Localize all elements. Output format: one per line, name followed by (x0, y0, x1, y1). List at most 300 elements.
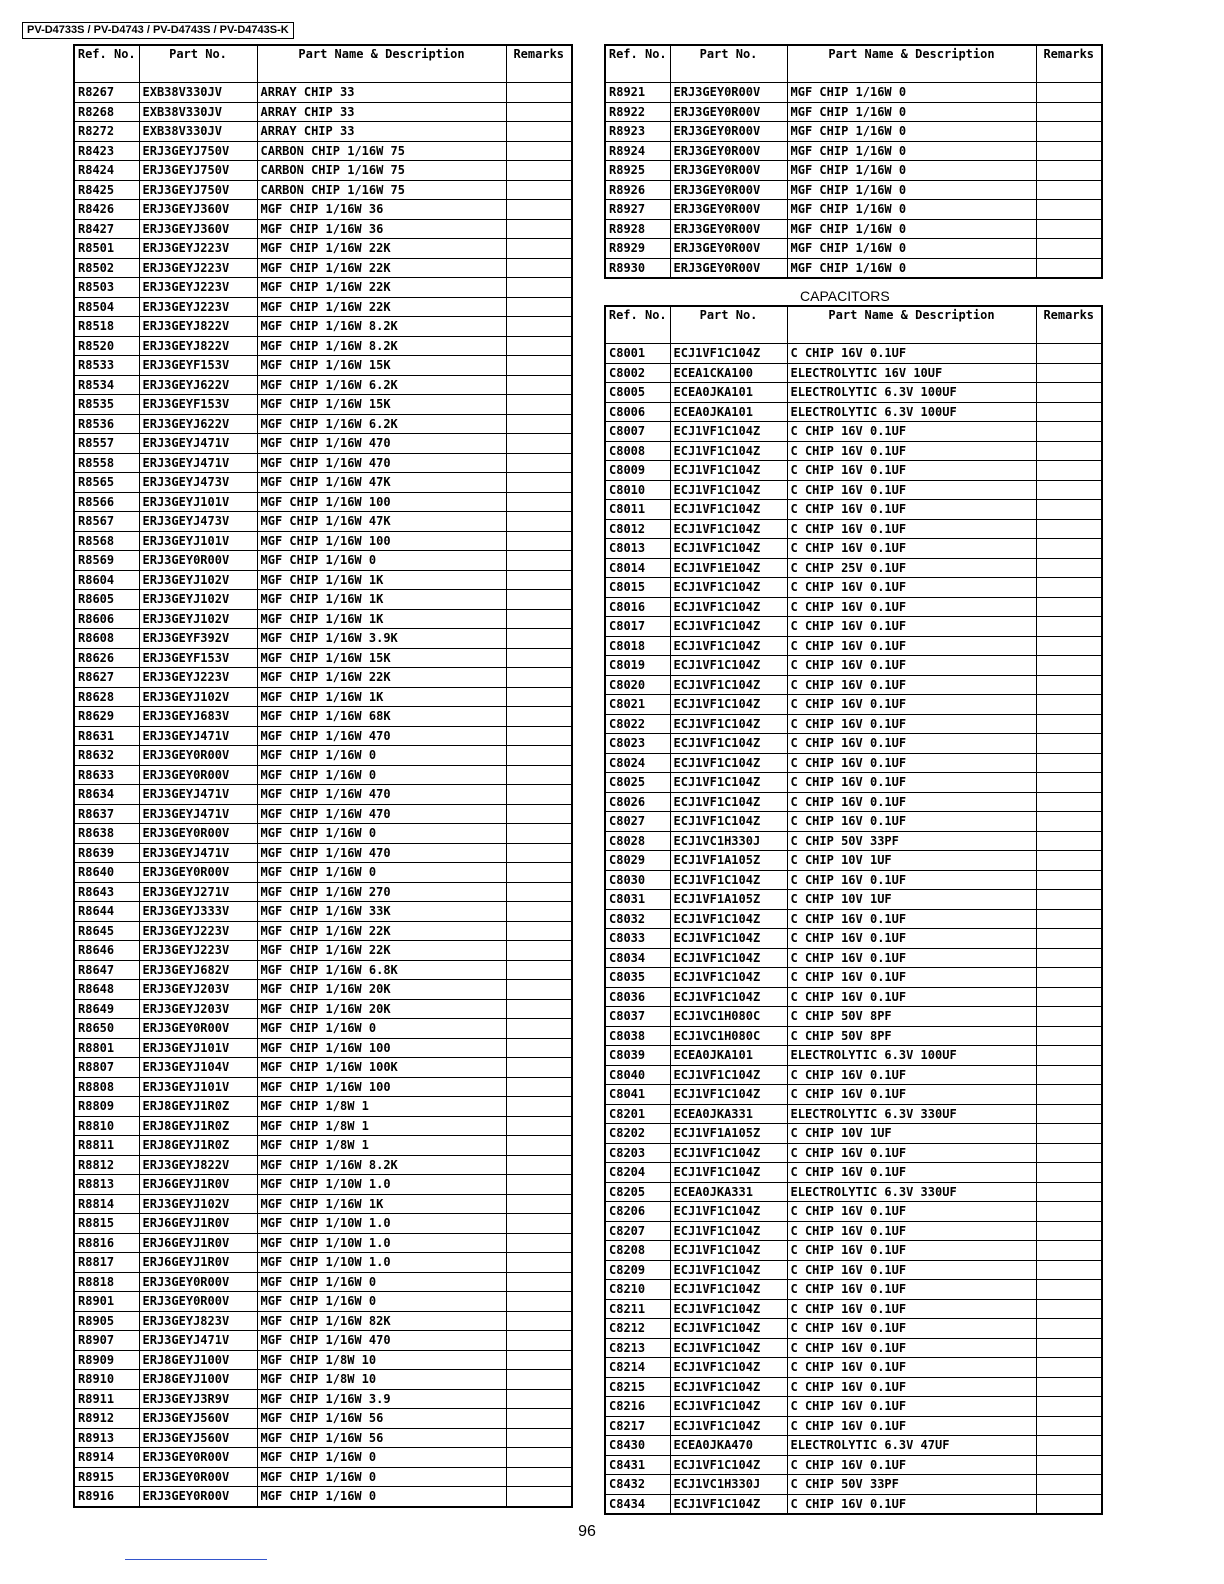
table-row (605, 831, 1102, 851)
part-no-cell: ERJ3GEYJ271V (139, 882, 257, 902)
header-description: Part Name & Description (787, 45, 1036, 83)
ref-cell: R8427 (74, 219, 139, 239)
part-no-cell: ECJ1VF1A105Z (670, 890, 787, 910)
header-remarks: Remarks (506, 45, 572, 83)
description-cell: C CHIP 16V 0.1UF (787, 597, 1036, 617)
part-no-cell: ERJ3GEYJ683V (139, 707, 257, 727)
table-row (74, 1448, 572, 1468)
description-cell: MGF CHIP 1/16W 36 (257, 200, 506, 220)
table-row (605, 1494, 1102, 1514)
remarks-cell (506, 1389, 572, 1409)
description-cell: C CHIP 16V 0.1UF (787, 1494, 1036, 1514)
description-cell: MGF CHIP 1/16W 100K (257, 1058, 506, 1078)
ref-cell: R8504 (74, 297, 139, 317)
ref-cell: C8033 (605, 929, 670, 949)
remarks-cell (1036, 909, 1102, 929)
ref-cell: R8568 (74, 531, 139, 551)
remarks-cell (506, 83, 572, 103)
remarks-cell (506, 687, 572, 707)
table-row (74, 590, 572, 610)
part-no-cell: ECJ1VF1C104Z (670, 1085, 787, 1105)
table-row (74, 1467, 572, 1487)
ref-cell: C8207 (605, 1221, 670, 1241)
ref-cell: R8626 (74, 648, 139, 668)
ref-cell: R8535 (74, 395, 139, 415)
table-row (605, 909, 1102, 929)
table-row (74, 1136, 572, 1156)
part-no-cell: ECJ1VF1C104Z (670, 1319, 787, 1339)
remarks-cell (1036, 422, 1102, 442)
remarks-cell (1036, 695, 1102, 715)
part-no-cell: ERJ3GEYJ223V (139, 239, 257, 259)
part-no-cell: ERJ8GEYJ1R0Z (139, 1136, 257, 1156)
ref-cell: R8923 (605, 122, 670, 142)
ref-cell: C8202 (605, 1124, 670, 1144)
description-cell: MGF CHIP 1/16W 20K (257, 999, 506, 1019)
part-no-cell: ECJ1VF1C104Z (670, 1377, 787, 1397)
table-row (74, 1175, 572, 1195)
remarks-cell (506, 1350, 572, 1370)
description-cell: MGF CHIP 1/16W 270 (257, 882, 506, 902)
ref-cell: R8922 (605, 102, 670, 122)
part-no-cell: ERJ3GEY0R00V (139, 1292, 257, 1312)
ref-cell: R8627 (74, 668, 139, 688)
part-no-cell: ERJ3GEYJ560V (139, 1428, 257, 1448)
part-no-cell: ERJ3GEYF153V (139, 648, 257, 668)
ref-cell: C8430 (605, 1436, 670, 1456)
table-row (605, 578, 1102, 598)
part-no-cell: ECJ1VF1C104Z (670, 480, 787, 500)
part-no-cell: ECJ1VF1C104Z (670, 617, 787, 637)
table-row (74, 122, 572, 142)
part-no-cell: ERJ3GEYJ822V (139, 317, 257, 337)
remarks-cell (1036, 656, 1102, 676)
remarks-cell (506, 1233, 572, 1253)
ref-cell: R8930 (605, 258, 670, 278)
part-no-cell: ECJ1VF1C104Z (670, 422, 787, 442)
part-no-cell: ERJ3GEY0R00V (139, 1487, 257, 1507)
description-cell: MGF CHIP 1/16W 470 (257, 453, 506, 473)
part-no-cell: ECJ1VF1C104Z (670, 714, 787, 734)
table-row (74, 1038, 572, 1058)
remarks-cell (506, 1116, 572, 1136)
part-no-cell: ECJ1VF1C104Z (670, 500, 787, 520)
remarks-cell (506, 668, 572, 688)
description-cell: C CHIP 16V 0.1UF (787, 1319, 1036, 1339)
ref-cell: R8565 (74, 473, 139, 493)
ref-cell: C8037 (605, 1007, 670, 1027)
description-cell: MGF CHIP 1/8W 1 (257, 1116, 506, 1136)
remarks-cell (1036, 812, 1102, 832)
table-row (74, 980, 572, 1000)
description-cell: MGF CHIP 1/16W 0 (787, 122, 1036, 142)
remarks-cell (1036, 1085, 1102, 1105)
ref-cell: C8213 (605, 1338, 670, 1358)
remarks-cell (1036, 239, 1102, 259)
table-row (74, 1292, 572, 1312)
part-no-cell: ECJ1VF1C104Z (670, 870, 787, 890)
ref-cell: R8569 (74, 551, 139, 571)
description-cell: MGF CHIP 1/10W 1.0 (257, 1253, 506, 1273)
table-row (74, 1428, 572, 1448)
part-no-cell: ERJ3GEY0R00V (670, 219, 787, 239)
ref-cell: R8567 (74, 512, 139, 532)
remarks-cell (1036, 968, 1102, 988)
part-no-cell: ECEA0JKA470 (670, 1436, 787, 1456)
ref-cell: R8915 (74, 1467, 139, 1487)
remarks-cell (1036, 402, 1102, 422)
remarks-cell (1036, 1280, 1102, 1300)
table-row (74, 258, 572, 278)
description-cell: MGF CHIP 1/16W 100 (257, 492, 506, 512)
part-no-cell: ERJ3GEYJ223V (139, 258, 257, 278)
remarks-cell (506, 1194, 572, 1214)
part-no-cell: ERJ3GEYF392V (139, 629, 257, 649)
ref-cell: R8533 (74, 356, 139, 376)
part-no-cell: ECJ1VF1C104Z (670, 987, 787, 1007)
ref-cell: C8031 (605, 890, 670, 910)
table-row (74, 609, 572, 629)
table-row (605, 1065, 1102, 1085)
table-row (605, 1046, 1102, 1066)
ref-cell: R8905 (74, 1311, 139, 1331)
ref-cell: R8911 (74, 1389, 139, 1409)
ref-cell: C8011 (605, 500, 670, 520)
table-row (605, 558, 1102, 578)
ref-cell: R8901 (74, 1292, 139, 1312)
part-no-cell: ECJ1VF1C104Z (670, 1241, 787, 1261)
description-cell: MGF CHIP 1/16W 100 (257, 1038, 506, 1058)
table-row (605, 1416, 1102, 1436)
table-row (74, 882, 572, 902)
description-cell: C CHIP 16V 0.1UF (787, 1065, 1036, 1085)
ref-cell: R8605 (74, 590, 139, 610)
remarks-cell (1036, 141, 1102, 161)
table-row (74, 824, 572, 844)
description-cell: MGF CHIP 1/16W 0 (257, 765, 506, 785)
table-row (605, 402, 1102, 422)
table-row (605, 1475, 1102, 1495)
ref-cell: C8018 (605, 636, 670, 656)
table-row (74, 999, 572, 1019)
remarks-cell (1036, 578, 1102, 598)
remarks-cell (506, 570, 572, 590)
description-cell: MGF CHIP 1/16W 8.2K (257, 317, 506, 337)
table-row (74, 648, 572, 668)
part-no-cell: ERJ3GEYJ102V (139, 590, 257, 610)
ref-cell: R8643 (74, 882, 139, 902)
ref-cell: C8001 (605, 344, 670, 364)
table-row (74, 746, 572, 766)
ref-cell: R8647 (74, 960, 139, 980)
description-cell: C CHIP 16V 0.1UF (787, 1163, 1036, 1183)
remarks-cell (1036, 1182, 1102, 1202)
ref-cell: R8425 (74, 180, 139, 200)
part-no-cell: ECEA0JKA331 (670, 1104, 787, 1124)
ref-cell: C8034 (605, 948, 670, 968)
remarks-cell (1036, 890, 1102, 910)
part-no-cell: ECJ1VF1C104Z (670, 948, 787, 968)
ref-cell: R8423 (74, 141, 139, 161)
description-cell: MGF CHIP 1/16W 22K (257, 941, 506, 961)
remarks-cell (1036, 1494, 1102, 1514)
description-cell: C CHIP 16V 0.1UF (787, 461, 1036, 481)
remarks-cell (506, 980, 572, 1000)
part-no-cell: ERJ6GEYJ1R0V (139, 1233, 257, 1253)
description-cell: C CHIP 16V 0.1UF (787, 1416, 1036, 1436)
table-row (605, 597, 1102, 617)
description-cell: C CHIP 16V 0.1UF (787, 1221, 1036, 1241)
ref-cell: R8811 (74, 1136, 139, 1156)
remarks-cell (506, 122, 572, 142)
ref-cell: C8431 (605, 1455, 670, 1475)
remarks-cell (506, 414, 572, 434)
remarks-cell (506, 219, 572, 239)
table-row (605, 500, 1102, 520)
table-row (605, 1319, 1102, 1339)
part-no-cell: EXB38V330JV (139, 122, 257, 142)
description-cell: C CHIP 10V 1UF (787, 851, 1036, 871)
part-no-cell: ERJ3GEYJ223V (139, 297, 257, 317)
table-row (74, 1389, 572, 1409)
remarks-cell (1036, 831, 1102, 851)
part-no-cell: ERJ3GEY0R00V (670, 200, 787, 220)
table-row (74, 941, 572, 961)
ref-cell: R8424 (74, 161, 139, 181)
table-row (605, 219, 1102, 239)
description-cell: C CHIP 50V 8PF (787, 1026, 1036, 1046)
description-cell: C CHIP 16V 0.1UF (787, 422, 1036, 442)
part-no-cell: ERJ3GEYJ471V (139, 785, 257, 805)
remarks-cell (506, 609, 572, 629)
remarks-cell (1036, 1299, 1102, 1319)
part-no-cell: ERJ3GEYJ560V (139, 1409, 257, 1429)
table-row (74, 1097, 572, 1117)
header-part-no: Part No. (670, 306, 787, 344)
description-cell: ELECTROLYTIC 6.3V 47UF (787, 1436, 1036, 1456)
remarks-cell (506, 1175, 572, 1195)
description-cell: C CHIP 16V 0.1UF (787, 1085, 1036, 1105)
remarks-cell (506, 1292, 572, 1312)
description-cell: MGF CHIP 1/16W 0 (257, 551, 506, 571)
model-title: PV-D4733S / PV-D4743 / PV-D4743S / PV-D4743S-K (22, 22, 294, 39)
ref-cell: C8025 (605, 773, 670, 793)
ref-cell: C8002 (605, 363, 670, 383)
description-cell: MGF CHIP 1/16W 470 (257, 726, 506, 746)
description-cell: MGF CHIP 1/16W 3.9 (257, 1389, 506, 1409)
remarks-cell (506, 590, 572, 610)
remarks-cell (1036, 1358, 1102, 1378)
description-cell: MGF CHIP 1/16W 0 (257, 1448, 506, 1468)
part-no-cell: ECJ1VF1C104Z (670, 636, 787, 656)
ref-cell: R8518 (74, 317, 139, 337)
part-no-cell: ERJ3GEY0R00V (670, 239, 787, 259)
part-no-cell: ERJ3GEY0R00V (670, 122, 787, 142)
description-cell: MGF CHIP 1/16W 0 (787, 180, 1036, 200)
table-row (74, 453, 572, 473)
table-row (74, 492, 572, 512)
part-no-cell: ERJ3GEY0R00V (139, 746, 257, 766)
remarks-cell (1036, 1143, 1102, 1163)
table-row (74, 278, 572, 298)
table-row (74, 785, 572, 805)
table-row (74, 804, 572, 824)
table-row (605, 480, 1102, 500)
remarks-cell (506, 1077, 572, 1097)
header-ref: Ref. No. (74, 45, 139, 83)
ref-cell: C8434 (605, 1494, 670, 1514)
part-no-cell: ECJ1VF1C104Z (670, 441, 787, 461)
resistor-table-right (604, 44, 1103, 279)
part-no-cell: ECEA0JKA101 (670, 1046, 787, 1066)
ref-cell: R8637 (74, 804, 139, 824)
part-no-cell: ERJ3GEYJ203V (139, 999, 257, 1019)
header-remarks: Remarks (1036, 306, 1102, 344)
description-cell: C CHIP 16V 0.1UF (787, 792, 1036, 812)
table-row (605, 161, 1102, 181)
remarks-cell (1036, 792, 1102, 812)
remarks-cell (506, 512, 572, 532)
description-cell: C CHIP 16V 0.1UF (787, 675, 1036, 695)
part-no-cell: ECJ1VF1C104Z (670, 675, 787, 695)
remarks-cell (506, 902, 572, 922)
table-row (74, 843, 572, 863)
description-cell: CARBON CHIP 1/16W 75 (257, 180, 506, 200)
ref-cell: C8432 (605, 1475, 670, 1495)
remarks-cell (506, 297, 572, 317)
part-no-cell: ERJ3GEYJ223V (139, 941, 257, 961)
table-row (605, 239, 1102, 259)
remarks-cell (506, 453, 572, 473)
description-cell: MGF CHIP 1/10W 1.0 (257, 1214, 506, 1234)
ref-cell: R8629 (74, 707, 139, 727)
remarks-cell (1036, 753, 1102, 773)
remarks-cell (1036, 636, 1102, 656)
description-cell: C CHIP 16V 0.1UF (787, 519, 1036, 539)
remarks-cell (506, 1331, 572, 1351)
header-description: Part Name & Description (787, 306, 1036, 344)
remarks-cell (1036, 1104, 1102, 1124)
part-no-cell: ERJ3GEYF153V (139, 356, 257, 376)
part-no-cell: ERJ3GEY0R00V (670, 161, 787, 181)
remarks-cell (1036, 1260, 1102, 1280)
part-no-cell: ERJ3GEY0R00V (670, 102, 787, 122)
description-cell: MGF CHIP 1/16W 0 (257, 1019, 506, 1039)
ref-cell: C8024 (605, 753, 670, 773)
table-row (605, 987, 1102, 1007)
part-no-cell: ERJ3GEYJ471V (139, 1331, 257, 1351)
ref-cell: R8924 (605, 141, 670, 161)
table-row (74, 1214, 572, 1234)
table-row (74, 239, 572, 259)
remarks-cell (506, 1097, 572, 1117)
part-no-cell: ERJ3GEY0R00V (670, 141, 787, 161)
part-no-cell: ECJ1VF1C104Z (670, 1280, 787, 1300)
description-cell: MGF CHIP 1/16W 0 (257, 863, 506, 883)
part-no-cell: ECJ1VF1C104Z (670, 597, 787, 617)
table-row (605, 948, 1102, 968)
table-row (74, 219, 572, 239)
table-row (605, 519, 1102, 539)
table-row (605, 344, 1102, 364)
table-row (605, 1007, 1102, 1027)
remarks-cell (506, 161, 572, 181)
ref-cell: C8039 (605, 1046, 670, 1066)
table-row (605, 812, 1102, 832)
table-row (74, 707, 572, 727)
part-no-cell: ERJ3GEYJ102V (139, 570, 257, 590)
remarks-cell (1036, 383, 1102, 403)
table-row (74, 141, 572, 161)
table-row (74, 375, 572, 395)
remarks-cell (1036, 987, 1102, 1007)
table-row (605, 1260, 1102, 1280)
part-no-cell: ECJ1VF1C104Z (670, 461, 787, 481)
part-no-cell: ERJ3GEY0R00V (139, 1272, 257, 1292)
table-row (605, 200, 1102, 220)
table-row (605, 258, 1102, 278)
part-no-cell: ECJ1VF1C104Z (670, 909, 787, 929)
remarks-cell (1036, 1377, 1102, 1397)
remarks-cell (1036, 461, 1102, 481)
table-row (605, 1163, 1102, 1183)
part-no-cell: ERJ8GEYJ1R0Z (139, 1097, 257, 1117)
ref-cell: R8814 (74, 1194, 139, 1214)
remarks-cell (506, 278, 572, 298)
part-no-cell: ECJ1VF1C104Z (670, 539, 787, 559)
part-no-cell: ERJ3GEYJ823V (139, 1311, 257, 1331)
table-row (74, 1233, 572, 1253)
table-row (74, 921, 572, 941)
ref-cell: C8017 (605, 617, 670, 637)
description-cell: C CHIP 16V 0.1UF (787, 344, 1036, 364)
part-no-cell: ECEA0JKA101 (670, 383, 787, 403)
table-row (74, 317, 572, 337)
remarks-cell (1036, 344, 1102, 364)
description-cell: C CHIP 16V 0.1UF (787, 441, 1036, 461)
ref-cell: C8211 (605, 1299, 670, 1319)
description-cell: MGF CHIP 1/10W 1.0 (257, 1233, 506, 1253)
table-row (605, 441, 1102, 461)
part-no-cell: ERJ3GEYJ750V (139, 161, 257, 181)
header-ref: Ref. No. (605, 306, 670, 344)
part-no-cell: ERJ3GEYJ360V (139, 219, 257, 239)
description-cell: C CHIP 16V 0.1UF (787, 987, 1036, 1007)
remarks-cell (506, 1038, 572, 1058)
part-no-cell: ECJ1VF1C104Z (670, 1494, 787, 1514)
part-no-cell: ECJ1VF1C104Z (670, 1338, 787, 1358)
remarks-cell (506, 804, 572, 824)
description-cell: MGF CHIP 1/16W 6.8K (257, 960, 506, 980)
description-cell: MGF CHIP 1/8W 10 (257, 1370, 506, 1390)
ref-cell: C8040 (605, 1065, 670, 1085)
remarks-cell (506, 1311, 572, 1331)
ref-cell: R8534 (74, 375, 139, 395)
table-row (605, 870, 1102, 890)
remarks-cell (1036, 219, 1102, 239)
part-no-cell: ECJ1VF1C104Z (670, 792, 787, 812)
table-row (74, 1194, 572, 1214)
ref-cell: C8020 (605, 675, 670, 695)
remarks-cell (506, 531, 572, 551)
ref-cell: C8022 (605, 714, 670, 734)
part-no-cell: ECJ1VF1C104Z (670, 1397, 787, 1417)
part-no-cell: ERJ3GEY0R00V (139, 824, 257, 844)
table-row (605, 675, 1102, 695)
description-cell: MGF CHIP 1/16W 8.2K (257, 1155, 506, 1175)
description-cell: C CHIP 16V 0.1UF (787, 1280, 1036, 1300)
description-cell: C CHIP 16V 0.1UF (787, 480, 1036, 500)
